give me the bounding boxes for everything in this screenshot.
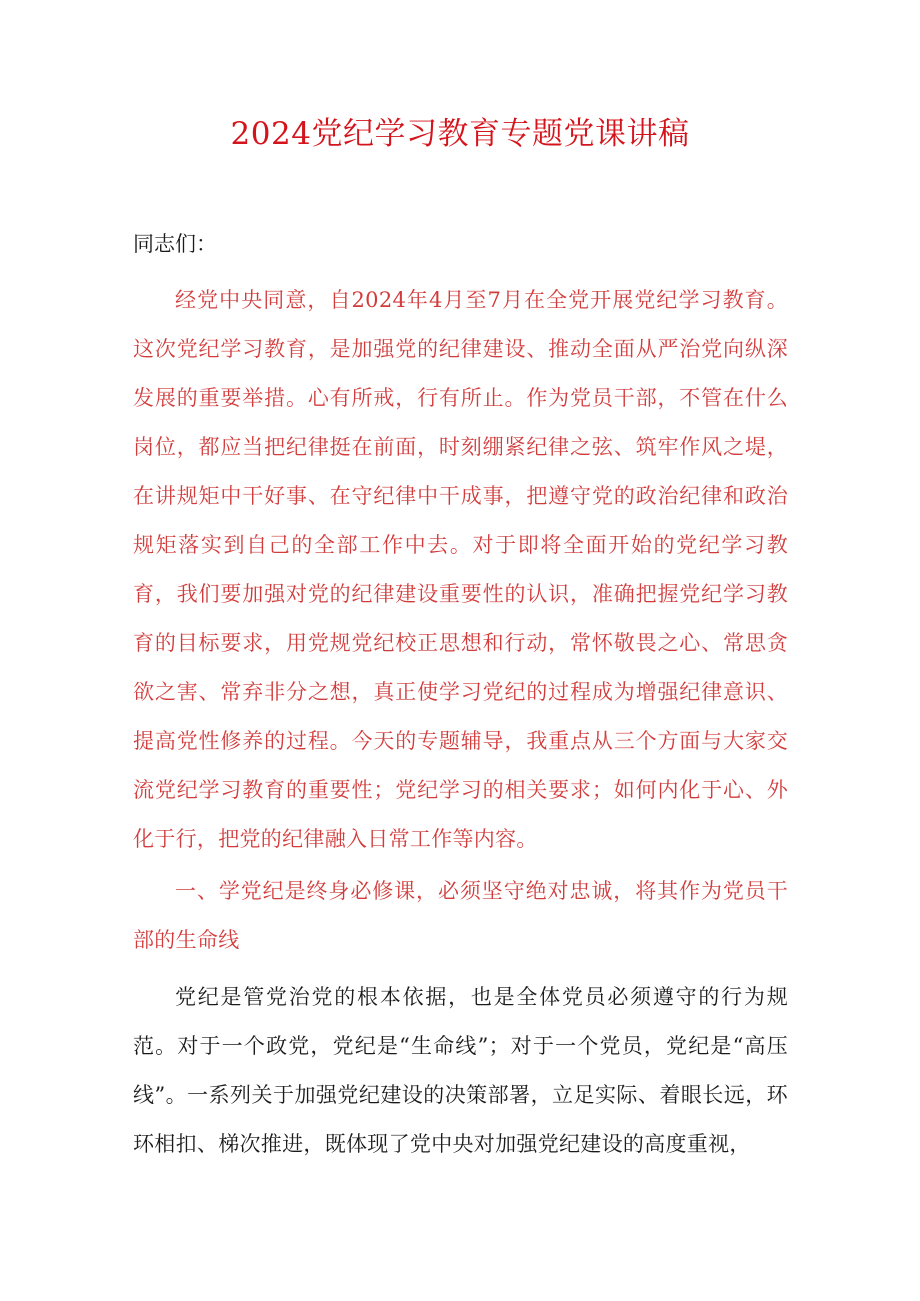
section-heading-1: 一、学党纪是终身必修课，必须坚守绝对忠诚，将其作为党员干部的生命线 [133,879,788,952]
document-title: 2024党纪学习教育专题党课讲稿 [230,116,690,152]
paragraph-intro: 经党中央同意，自2024年4月至7月在全党开展党纪学习教育。这次党纪学习教育，是加强党的纪律建设、推动全面从严治党向纵深发展的重要举措。心有所戒，行有所止。作为党员干部，不管在什么岗位，都应当把纪律挺在前面，时刻绷紧纪律之弦、筑牢作风之堤，在讲规矩中干好事、在守纪律中干成事，把遵守党的政治纪律和政治规矩落实到自己的全部工作中去。对于即将全面开始的党纪学习教育，我们要加强对党的纪律建设重要性的认识，准确把握党纪学习教育的目标要求，用党规党纪校正思想和行动，常怀敬畏之心、常思贪欲之害、常弃非分之想，真正使学习党纪的过程成为增强纪律意识、提高党性修养的过程。今天的专题辅导，我重点从三个方面与大家交流党纪学习教育的重要性；党纪学习的相关要求；如何内化于心、外化于行，把党的纪律融入日常工作等内容。 [133,288,788,851]
salutation: 同志们： [133,232,217,256]
paragraph-body: 党纪是管党治党的根本依据，也是全体党员必须遵守的行为规范。对于一个政党，党纪是“生命线”；对于一个党员，党纪是“高压线”。一系列关于加强党纪建设的决策部署，立足实际、着眼长远，环环相扣、梯次推进，既体现了党中央对加强党纪建设的高度重视， [133,985,788,1156]
